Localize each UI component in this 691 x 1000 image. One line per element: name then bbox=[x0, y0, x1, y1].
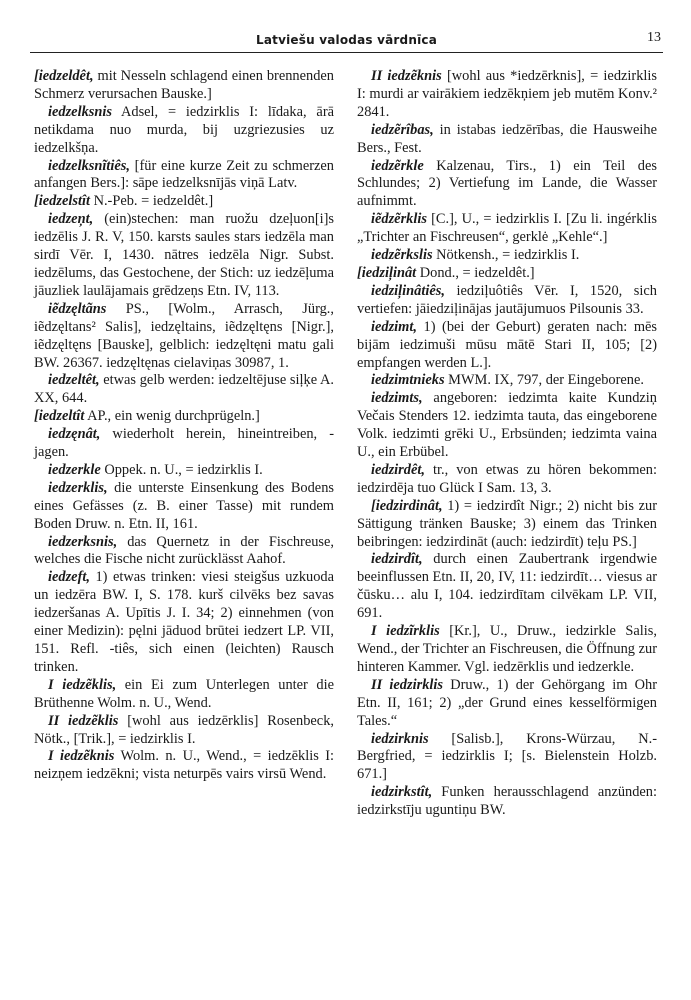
entry-headword: iedzirdît, bbox=[371, 551, 423, 568]
dictionary-entry bbox=[357, 623, 657, 677]
entry-definition: [wohl aus *iedzērknis], = iedzirklis I: murdi ar vairākiem iedzēkņiem jeb mutēm Konv.² 2841. bbox=[357, 68, 657, 120]
entry-definition: [Kr.], U., Druw., iedzirkle Salis, Wend., der Trichter an Fischreusen, die Öffnung zur hinteren Kammer. Vgl. iedzērklis und iedzerkle. bbox=[357, 623, 658, 675]
entry-headword: iedzimtnieks bbox=[371, 372, 445, 389]
entry-headword: iedzẽrkslis bbox=[371, 247, 433, 264]
entry-definition: AP., ein wenig durchprügeln.] bbox=[84, 408, 260, 425]
dictionary-entry bbox=[34, 748, 334, 784]
entry-definition: die unterste Einsenkung des Bodens eines Gefässes (z. B. einer Tasse) mit rundem Boden Druw. n. Etn. II, 161. bbox=[34, 479, 334, 532]
entry-definition: das Quernetz in der Fischreuse, welches die Fische nicht zurücklässt Aahof. bbox=[34, 533, 334, 568]
entry-definition: Nötkensh., = iedzirklis I. bbox=[432, 247, 580, 264]
dictionary-entry bbox=[34, 569, 334, 676]
dictionary-entry bbox=[357, 372, 657, 390]
entry-definition: iedziļuôtiês Vēr. I, 1520, sich vertiefen: jāiedziļinājas jautājumuos Pilsounis 33. bbox=[357, 282, 657, 317]
dictionary-entry bbox=[357, 122, 657, 158]
dictionary-entry bbox=[357, 319, 657, 373]
entry-headword: II iedzẽknis bbox=[371, 68, 442, 84]
entry-definition: [wohl aus iedzērklis] Rosenbeck, Nötk., [Trik.], = iedzirklis I. bbox=[34, 712, 334, 747]
entry-headword: [iedzelstît bbox=[34, 193, 90, 210]
entry-definition: [C.], U., = iedzirklis I. [Zu li. ingérklis „Trichter an Fischreusen“, gerklė „Kehle“.] bbox=[357, 211, 657, 246]
running-title: Latviešu valodas vārdnīca bbox=[256, 33, 437, 47]
entry-headword: iẽdzęltãns bbox=[48, 300, 107, 317]
entry-definition: 1) (bei der Geburt) geraten nach: mēs bijām iedzimuši mūsu mātē Stari II, 105; [2) empfangen werden L.]. bbox=[357, 318, 657, 371]
entry-definition: MWM. IX, 797, der Eingeborene. bbox=[444, 372, 644, 389]
entry-headword: iedzerkle bbox=[48, 461, 101, 478]
entry-definition: tr., von etwas zu hören bekommen: iedzirdēja tuo Glück I Sam. 13, 3. bbox=[357, 461, 657, 496]
entry-definition: Kalzenau, Tirs., 1) ein Teil des Schlundes; 2) Vertiefung im Lande, die Wasser aufnimmt. bbox=[357, 157, 657, 210]
dictionary-entry bbox=[357, 68, 657, 122]
entry-headword: iedzimt, bbox=[371, 318, 417, 335]
entry-headword: iedzeft, bbox=[48, 569, 90, 586]
entry-definition: mit Nesseln schlagend einen brennenden Schmerz verursachen Bauske.] bbox=[34, 68, 334, 102]
entry-headword: iedzeņt, bbox=[48, 211, 94, 228]
entry-definition: PS., [Wolm., Arrasch, Jürg., iẽdzęltans² Salis], iedzęltains, iẽdzęltęns [Nigr.], iẽdzęltęns [Bauske], gelblich: iedzęltęni matu gali BW. 26367. iedzęltęnas cielaviņas 30987, 1. bbox=[34, 300, 334, 371]
dictionary-entry bbox=[34, 713, 334, 749]
dictionary-entry bbox=[357, 265, 657, 283]
dictionary-entry bbox=[357, 784, 657, 820]
entry-headword: iedzerklis, bbox=[48, 479, 108, 496]
dictionary-entry bbox=[357, 211, 657, 247]
entry-headword: iedzẽrîbas, bbox=[371, 121, 434, 138]
dictionary-entry bbox=[34, 104, 334, 158]
entry-headword: iedzimts, bbox=[371, 390, 423, 407]
entry-definition: angeboren: iedzimta kaite Kundziņ Večais Stenders 12. iedzimta tauta, das eingeborene Volk. iedzimti grēki U., Erbsünden; iedzimta vaina U., ein Erbübel. bbox=[357, 390, 657, 461]
entry-headword: iedzerksnis, bbox=[48, 533, 118, 550]
entry-headword: iedzirdêt, bbox=[371, 461, 425, 478]
dictionary-entry bbox=[34, 462, 334, 480]
dictionary-entry bbox=[357, 677, 657, 731]
entry-definition: Funken herausschlagend anzünden: iedzirkstīju uguntiņu BW. bbox=[357, 784, 657, 819]
dictionary-entry bbox=[34, 372, 334, 408]
left-column bbox=[34, 68, 334, 784]
dictionary-entry bbox=[34, 68, 334, 104]
entry-definition: Wolm. n. U., Wend., = iedzēklis I: neizņem iedzēkni; vista neturpēs vairs virsū Wend. bbox=[34, 748, 334, 783]
dictionary-entry bbox=[357, 462, 657, 498]
entry-headword: iedzirknis bbox=[371, 730, 429, 747]
entry-headword: I iedzẽknis bbox=[48, 748, 115, 765]
page-number: 13 bbox=[647, 30, 661, 45]
entry-definition: in istabas iedzērības, die Hausweihe Bers., Fest. bbox=[357, 121, 657, 156]
entry-definition: Dond., = iedzeldêt.] bbox=[416, 264, 535, 281]
dictionary-entry bbox=[34, 677, 334, 713]
entry-headword: [iedzeltît bbox=[34, 408, 85, 425]
entry-headword: [iedziļinât bbox=[357, 264, 417, 281]
entry-definition: (ein)stechen: man ruožu dzeļuon[i]s iedzēlis J. R. V, 150. karsts saules stars iedzēla man sirdī Vēr. I, 1430. nātres iedzēla Nigr. Subst. iedzēlums, das Gestochene, der Stich: uz iedzēļuma jāuzliek laulājamais grēdzeņs Etn. IV, 113. bbox=[34, 211, 334, 299]
dictionary-entry bbox=[357, 247, 657, 265]
entry-definition: Adsel, = iedzirklis I: līdaka, ārā netikdama nuo murda, bij uzgriezusies uz iedzelkšņa. bbox=[34, 103, 334, 156]
dictionary-entry bbox=[34, 193, 334, 211]
entry-headword: II iedzirklis bbox=[371, 676, 443, 693]
entry-headword: II iedzẽklis bbox=[48, 712, 119, 729]
entry-headword: [iedzirdinât, bbox=[371, 497, 443, 514]
entry-headword: iedzęnât, bbox=[48, 426, 101, 443]
entry-definition: wiederholt herein, hineintreiben, -jagen. bbox=[34, 426, 334, 461]
entry-definition: [Salisb.], Krons-Würzau, N.-Bergfried, = iedzirklis I; [s. Bielenstein Holzb. 671.] bbox=[357, 730, 657, 783]
page-header bbox=[30, 26, 663, 53]
dictionary-entry bbox=[357, 498, 657, 552]
entry-headword: iedzelksnis bbox=[48, 103, 112, 120]
entry-headword: iẽdzẽrklis bbox=[371, 211, 427, 228]
entry-headword: iedziļinâtiês, bbox=[371, 282, 445, 299]
right-column bbox=[357, 68, 657, 820]
entry-definition: durch einen Zaubertrank irgendwie beeinflussen Etn. II, 20, IV, 11: iedzirdīt… viesus ar čūsku… alu I, 104. iedzirdītam cilvēkam LP. VII, 691. bbox=[357, 551, 657, 622]
dictionary-entry bbox=[34, 534, 334, 570]
dictionary-entry bbox=[34, 158, 334, 194]
entry-headword: iedzeltêt, bbox=[48, 372, 100, 389]
entry-headword: I iedzẽklis, bbox=[48, 676, 117, 693]
dictionary-entry bbox=[357, 158, 657, 212]
entry-headword: I iedzĩrklis bbox=[371, 623, 440, 640]
entry-definition: etwas gelb werden: iedzeltējuse siļķe A. XX, 644. bbox=[34, 372, 334, 407]
dictionary-entry bbox=[34, 408, 334, 426]
entry-definition: ein Ei zum Unterlegen unter die Brüthenne Wolm. n. U., Wend. bbox=[34, 676, 335, 711]
dictionary-entry bbox=[34, 426, 334, 462]
entry-headword: iedzẽrkle bbox=[371, 157, 424, 174]
entry-definition: Druw., 1) der Gehörgang im Ohr Etn. II, 161; 2) „der Grund eines kesselförmigen Tales.“ bbox=[357, 676, 657, 729]
dictionary-entry bbox=[34, 480, 334, 534]
dictionary-entry bbox=[357, 551, 657, 623]
entry-definition: [für eine kurze Zeit zu schmerzen anfangen Bers.]: sāpe iedzelksnījās viņā Latv. bbox=[34, 157, 334, 192]
entry-definition: N.-Peb. = iedzeldêt.] bbox=[89, 193, 214, 210]
entry-headword: [iedzeldêt, bbox=[34, 68, 94, 84]
entry-headword: iedzirkstît, bbox=[371, 784, 433, 801]
entry-definition: 1) etwas trinken: viesi steigšus uzkuoda un iedzēra BW. I, S. 178. kurš cilvēks bez savas iedzeršanas A. Upītis J. I. 34; 2) einnehmen (von einer Medizin): pęlni jāduod brūtei iedzert LP. VII, 151. Refl. -tiês, sich einen (leichten) Rausch trinken. bbox=[34, 569, 334, 675]
entry-definition: Oppek. n. U., = iedzirklis I. bbox=[100, 461, 263, 478]
dictionary-entry bbox=[34, 301, 334, 373]
dictionary-entry bbox=[357, 283, 657, 319]
dictionary-entry bbox=[357, 731, 657, 785]
entry-headword: iedzelksnĩtiês, bbox=[48, 157, 130, 174]
dictionary-entry bbox=[357, 390, 657, 462]
dictionary-entry bbox=[34, 211, 334, 301]
entry-definition: 1) = iedzirdît Nigr.; 2) nicht bis zur Sättigung tränken Bauske; 3) einem das Trinken beibringen: iedzirdināt (auch: iedzirdīt) teļu PS.] bbox=[357, 497, 657, 550]
